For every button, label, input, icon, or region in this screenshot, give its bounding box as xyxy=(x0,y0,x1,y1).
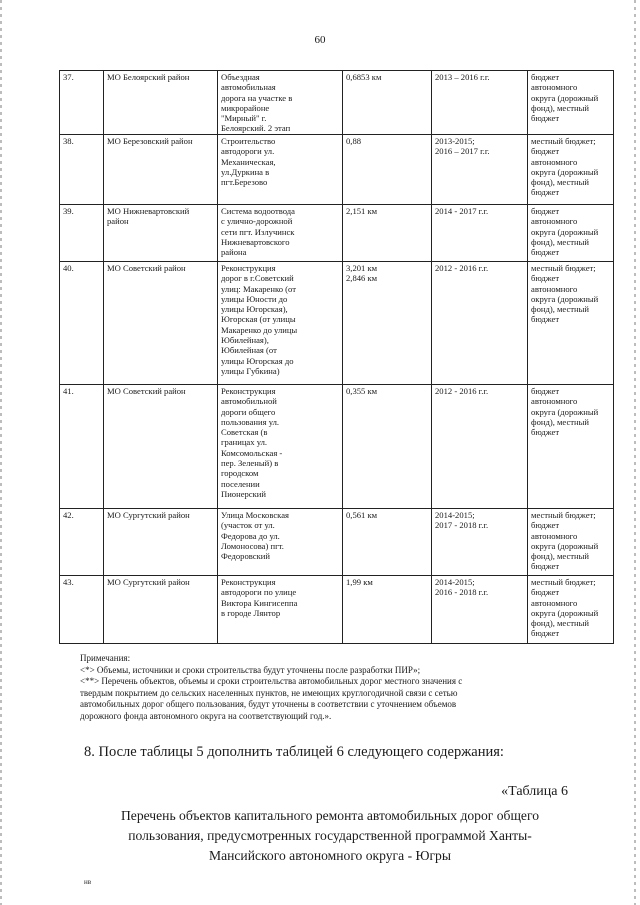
note-2-line-1: <**> Перечень объектов, объемы и сроки строительства автомобильных дорог местного значения с xyxy=(80,676,463,687)
object-cell: Объездная автомобильная дорога на участке в микрорайоне "Мирный" г. Белоярский. 2 этап xyxy=(218,71,343,135)
table-row xyxy=(60,509,614,576)
object-cell: Система водоотвода с улично-дорожной сети пгт. Излучинск Нижневартовского района xyxy=(218,205,343,262)
funding-source-cell: бюджет автономного округа (дорожный фонд), местный бюджет xyxy=(528,205,614,262)
notes-heading: Примечания: xyxy=(80,653,131,663)
capacity-cell: 0,6853 км xyxy=(343,71,432,135)
district-cell: МО Белоярский район xyxy=(104,71,218,135)
object-cell: Реконструкция дорог в г.Советский улиц: Макаренко (от улицы Юности до улицы Югорская), Югорская (от улицы Макаренко до улицы Юбилейная), Юбилейная (от улицы Югорская до улицы Губкина) xyxy=(218,262,343,385)
years-cell: 2012 - 2016 г.г. xyxy=(432,385,528,509)
capacity-cell: 0,561 км xyxy=(343,509,432,576)
years-cell: 2014-2015; 2017 - 2018 г.г. xyxy=(432,509,528,576)
years-cell: 2014 - 2017 г.г. xyxy=(432,205,528,262)
district-cell: МО Советский район xyxy=(104,262,218,385)
capacity-cell: 3,201 км 2,846 км xyxy=(343,262,432,385)
funding-source-cell: местный бюджет; бюджет автономного округа (дорожный фонд), местный бюджет xyxy=(528,262,614,385)
table-row xyxy=(60,135,614,205)
table-6-label: «Таблица 6 xyxy=(501,784,568,799)
district-cell: МО Сургутский район xyxy=(104,576,218,644)
note-2-line-2: твердым покрытием до сельских населенных пунктов, не имеющих круглогодичной связи с сетью xyxy=(80,687,458,698)
capacity-cell: 2,151 км xyxy=(343,205,432,262)
table-row xyxy=(60,576,614,644)
capacity-cell: 1,99 км xyxy=(343,576,432,644)
years-cell: 2013 – 2016 г.г. xyxy=(432,71,528,135)
district-cell: МО Сургутский район xyxy=(104,509,218,576)
table-6-title: Перечень объектов капитального ремонта автомобильных дорог общего пользования, предусмотренных государственной программой Ханты-Мансийского автономного округа - Югры xyxy=(120,808,540,863)
footer-mark: нв xyxy=(84,878,92,886)
object-cell: Улица Московская (участок от ул. Федорова до ул. Ломоносова) пгт. Федоровский xyxy=(218,509,343,576)
note-2-line-4: дорожного фонда автономного округа на соответствующий год.». xyxy=(80,710,332,721)
scan-edge-right xyxy=(634,0,636,905)
district-cell: МО Нижневартовский район xyxy=(104,205,218,262)
construction-objects-table xyxy=(59,70,614,644)
row-number-cell: 41. xyxy=(60,385,104,509)
years-cell: 2012 - 2016 г.г. xyxy=(432,262,528,385)
row-number-cell: 40. xyxy=(60,262,104,385)
notes-block xyxy=(80,653,600,723)
table-row xyxy=(60,385,614,509)
capacity-cell: 0,355 км xyxy=(343,385,432,509)
row-number-cell: 42. xyxy=(60,509,104,576)
funding-source-cell: местный бюджет; бюджет автономного округа (дорожный фонд), местный бюджет xyxy=(528,576,614,644)
object-cell: Строительство автодороги ул. Механическая, ул.Дуркина в пгт.Березово xyxy=(218,135,343,205)
page-number: 60 xyxy=(314,34,326,46)
years-cell: 2014-2015; 2016 - 2018 г.г. xyxy=(432,576,528,644)
object-cell: Реконструкция автомобильной дороги общего пользования ул. Советская (в границах ул. Комсомольская - пер. Зеленый) в городском поселении Пионерский xyxy=(218,385,343,509)
years-cell: 2013-2015; 2016 – 2017 г.г. xyxy=(432,135,528,205)
scan-edge-left xyxy=(0,0,2,905)
row-number-cell: 43. xyxy=(60,576,104,644)
district-cell: МО Советский район xyxy=(104,385,218,509)
row-number-cell: 39. xyxy=(60,205,104,262)
row-number-cell: 38. xyxy=(60,135,104,205)
funding-source-cell: местный бюджет; бюджет автономного округа (дорожный фонд), местный бюджет xyxy=(528,509,614,576)
funding-source-cell: бюджет автономного округа (дорожный фонд), местный бюджет xyxy=(528,385,614,509)
note-2-line-3: автомобильных дорог общего пользования, будут уточнены в соответствии с уточнением объемов xyxy=(80,699,457,710)
amendment-instruction: 8. После таблицы 5 дополнить таблицей 6 следующего содержания: xyxy=(84,744,504,760)
table-row xyxy=(60,262,614,385)
funding-source-cell: местный бюджет; бюджет автономного округа (дорожный фонд), местный бюджет xyxy=(528,135,614,205)
object-cell: Реконструкция автодороги по улице Виктора Кингисеппа в городе Лянтор xyxy=(218,576,343,644)
funding-source-cell: бюджет автономного округа (дорожный фонд), местный бюджет xyxy=(528,71,614,135)
row-number-cell: 37. xyxy=(60,71,104,135)
note-1: <*> Объемы, источники и сроки строительства будут уточнены после разработки ПИР»; xyxy=(80,664,421,675)
table-row xyxy=(60,71,614,135)
capacity-cell: 0,88 xyxy=(343,135,432,205)
district-cell: МО Березовский район xyxy=(104,135,218,205)
table-row xyxy=(60,205,614,262)
